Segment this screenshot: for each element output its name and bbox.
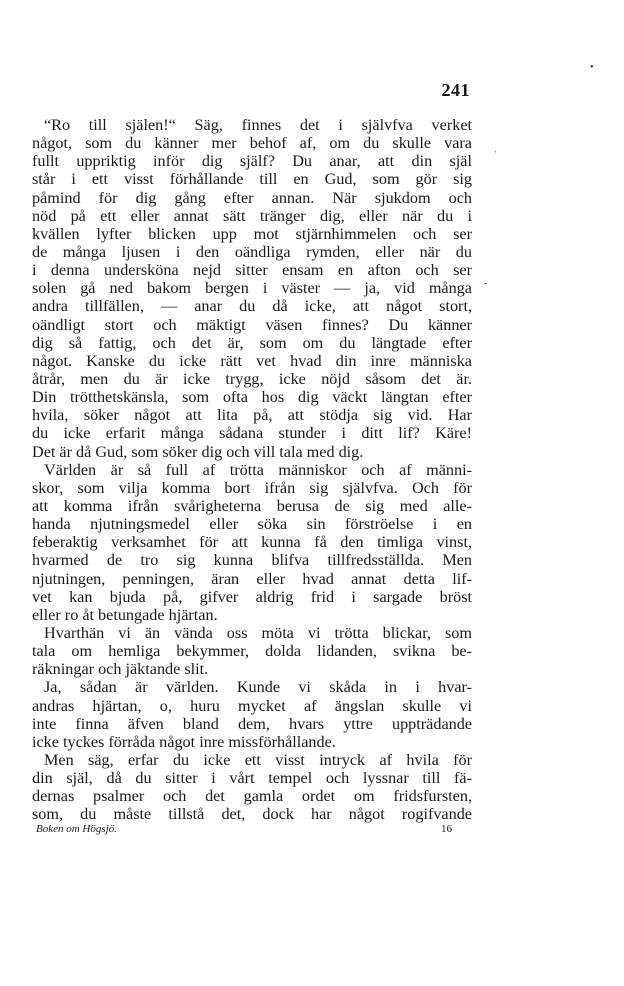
text-line: eller ro åt betungade hjärtan. [32,605,218,624]
text-line: inte finna äfven bland dem, hvars yttre uppträdande [32,714,472,733]
page-footer [32,823,472,837]
text-line: Ja, sådan är världen. Kunde vi skåda in i hvar- [44,678,472,697]
text-line: kvällen lyfter blicken upp mot stjärnhimmelen och ser [32,224,472,243]
text-line: vet kan bjuda på, gifver aldrig frid i sargade bröst [32,587,472,606]
text-line: hvarmed de tro sig kunna blifva tillfredsställda. Men [32,551,472,570]
text-line: Men säg, erfar du icke ett visst intryck af hvila för [44,750,472,769]
text-line: som, du måste tillstå det, dock har något rogifvande [32,805,472,824]
text-line: feberaktig verksamhet för att kunna få den timliga vinst, [32,533,472,552]
speck-mark: - [484,278,488,289]
speck-mark: • [590,62,594,73]
text-line: Din trötthetskänsla, som ofta hos dig väckt längtan efter [32,388,472,407]
text-line: tala om hemliga bekymmer, dolda lidanden, svikna be- [32,642,472,661]
text-line: Det är då Gud, som söker dig och vill tala med dig. [32,442,364,461]
text-line: dig så fattig, och det är, som om du längtade efter [32,333,472,352]
text-line: dernas psalmer och det gamla ordet om fridsfursten, [32,787,472,806]
text-line: något. Kanske du icke rätt vet hvad din inre människa [32,351,472,370]
text-line: i denna undersköna nejd sitter ensam en afton och ser [32,261,472,280]
text-line: påmind för dig gång efter annan. När sjukdom och [32,188,472,207]
text-line: oändligt stort och mäktigt väsen finnes? Du känner [32,315,472,334]
text-line: hvila, söker något att lita på, att stödja sig vid. Har [32,406,472,425]
text-line: står i ett visst förhållande till en Gud, som gör sig [32,170,472,189]
text-line: Hvarthän vi än vända oss möta vi trötta blickar, som [44,623,472,642]
text-line: Världen är så full af trötta människor och af männi- [44,460,472,479]
speck-mark: ˈ [494,150,498,161]
text-line: skor, som vilja komma bort ifrån sig självfva. Och för [32,478,472,497]
footer-signature: 16 [441,823,452,835]
text-line: njutningen, penningen, äran eller hvad annat detta lif- [32,569,472,588]
text-line: handa njutningsmedel eller söka sin förströelse i en [32,515,472,534]
text-line: åtrår, men du är icke trygg, icke nöjd såsom det är. [32,369,472,388]
text-line: andras hjärtan, o, huru mycket af ängslan skulle vi [32,696,472,715]
text-line: du icke erfarit många sådana stunder i ditt lif? Käre! [32,424,472,443]
footer-title: Boken om Högsjö. [36,823,117,835]
text-line: räkningar och jäktande slit. [32,660,209,679]
text-line: något, som du känner mer behof af, om du skulle vara [32,134,472,153]
text-line: fullt uppriktig inför dig själf? Du anar, att din själ [32,152,472,171]
text-line: att komma ifrån svårigheterna berusa de sig med alle- [32,496,472,515]
body-text [32,116,472,823]
text-line: “Ro till själen!“ Säg, finnes det i självfva verket [44,116,472,134]
page-number: 241 [441,80,470,100]
text-line: icke tyckes förråda något inre missförhållande. [32,732,336,751]
text-line: de många ljusen i den oändliga rymden, eller när du [32,242,472,261]
text-line: solen gå ned bakom bergen i väster — ja, vid många [32,279,472,298]
text-line: andra tillfällen, — anar du då icke, att något stort, [32,297,472,316]
text-line: din själ, då du sitter i vårt tempel och lyssnar till fä- [32,769,472,788]
text-line: nöd på ett eller annat sätt tränger dig, eller när du i [32,206,472,225]
